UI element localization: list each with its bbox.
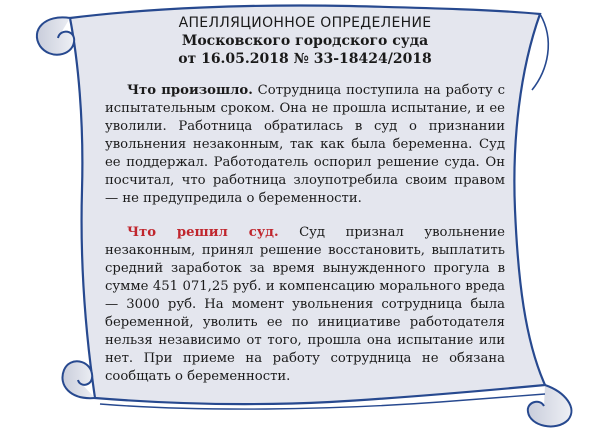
court-decision-paragraph xyxy=(105,224,505,386)
what-happened-text: Сотрудница поступила на работу с испытательным сроком. Она не прошла испытание, и ее уволили. Работница обратилась в суд о признании увольнения незаконным, так как была беременна. Суд ее поддержал. Работодатель оспорил решение суда. Он посчитал, что работница злоупотребила своим правом — не предупредила о беременности. xyxy=(105,83,506,206)
bottom-left-curl xyxy=(62,361,95,398)
heading-title: АПЕЛЛЯЦИОННОЕ ОПРЕДЕЛЕНИЕ xyxy=(178,15,432,31)
top-left-curl xyxy=(37,17,74,54)
what-happened-paragraph xyxy=(105,82,505,208)
document-content xyxy=(105,14,505,386)
court-decision-lead: Что решил суд. xyxy=(127,225,279,240)
court-decision-text: Суд признал увольнение незаконным, принял решение восстановить, выплатить средний заработок за время вынужденного прогула в сумме 451 071,25 руб. и компенсацию морального вреда — 3000 руб. На момент увольнения сотрудница была беременной, уволить ее по инициативе работодателя нельзя независимо от того, прошла она испытание или нет. При приеме на работу сотрудница не обязана сообщать о беременности. xyxy=(105,225,505,384)
what-happened-lead: Что произошло. xyxy=(127,83,253,98)
bottom-right-curl xyxy=(528,385,572,426)
document-heading xyxy=(105,14,505,68)
heading-date-number: от 16.05.2018 № 33-18424/2018 xyxy=(178,51,432,67)
heading-court: Московского городского суда xyxy=(181,33,429,49)
